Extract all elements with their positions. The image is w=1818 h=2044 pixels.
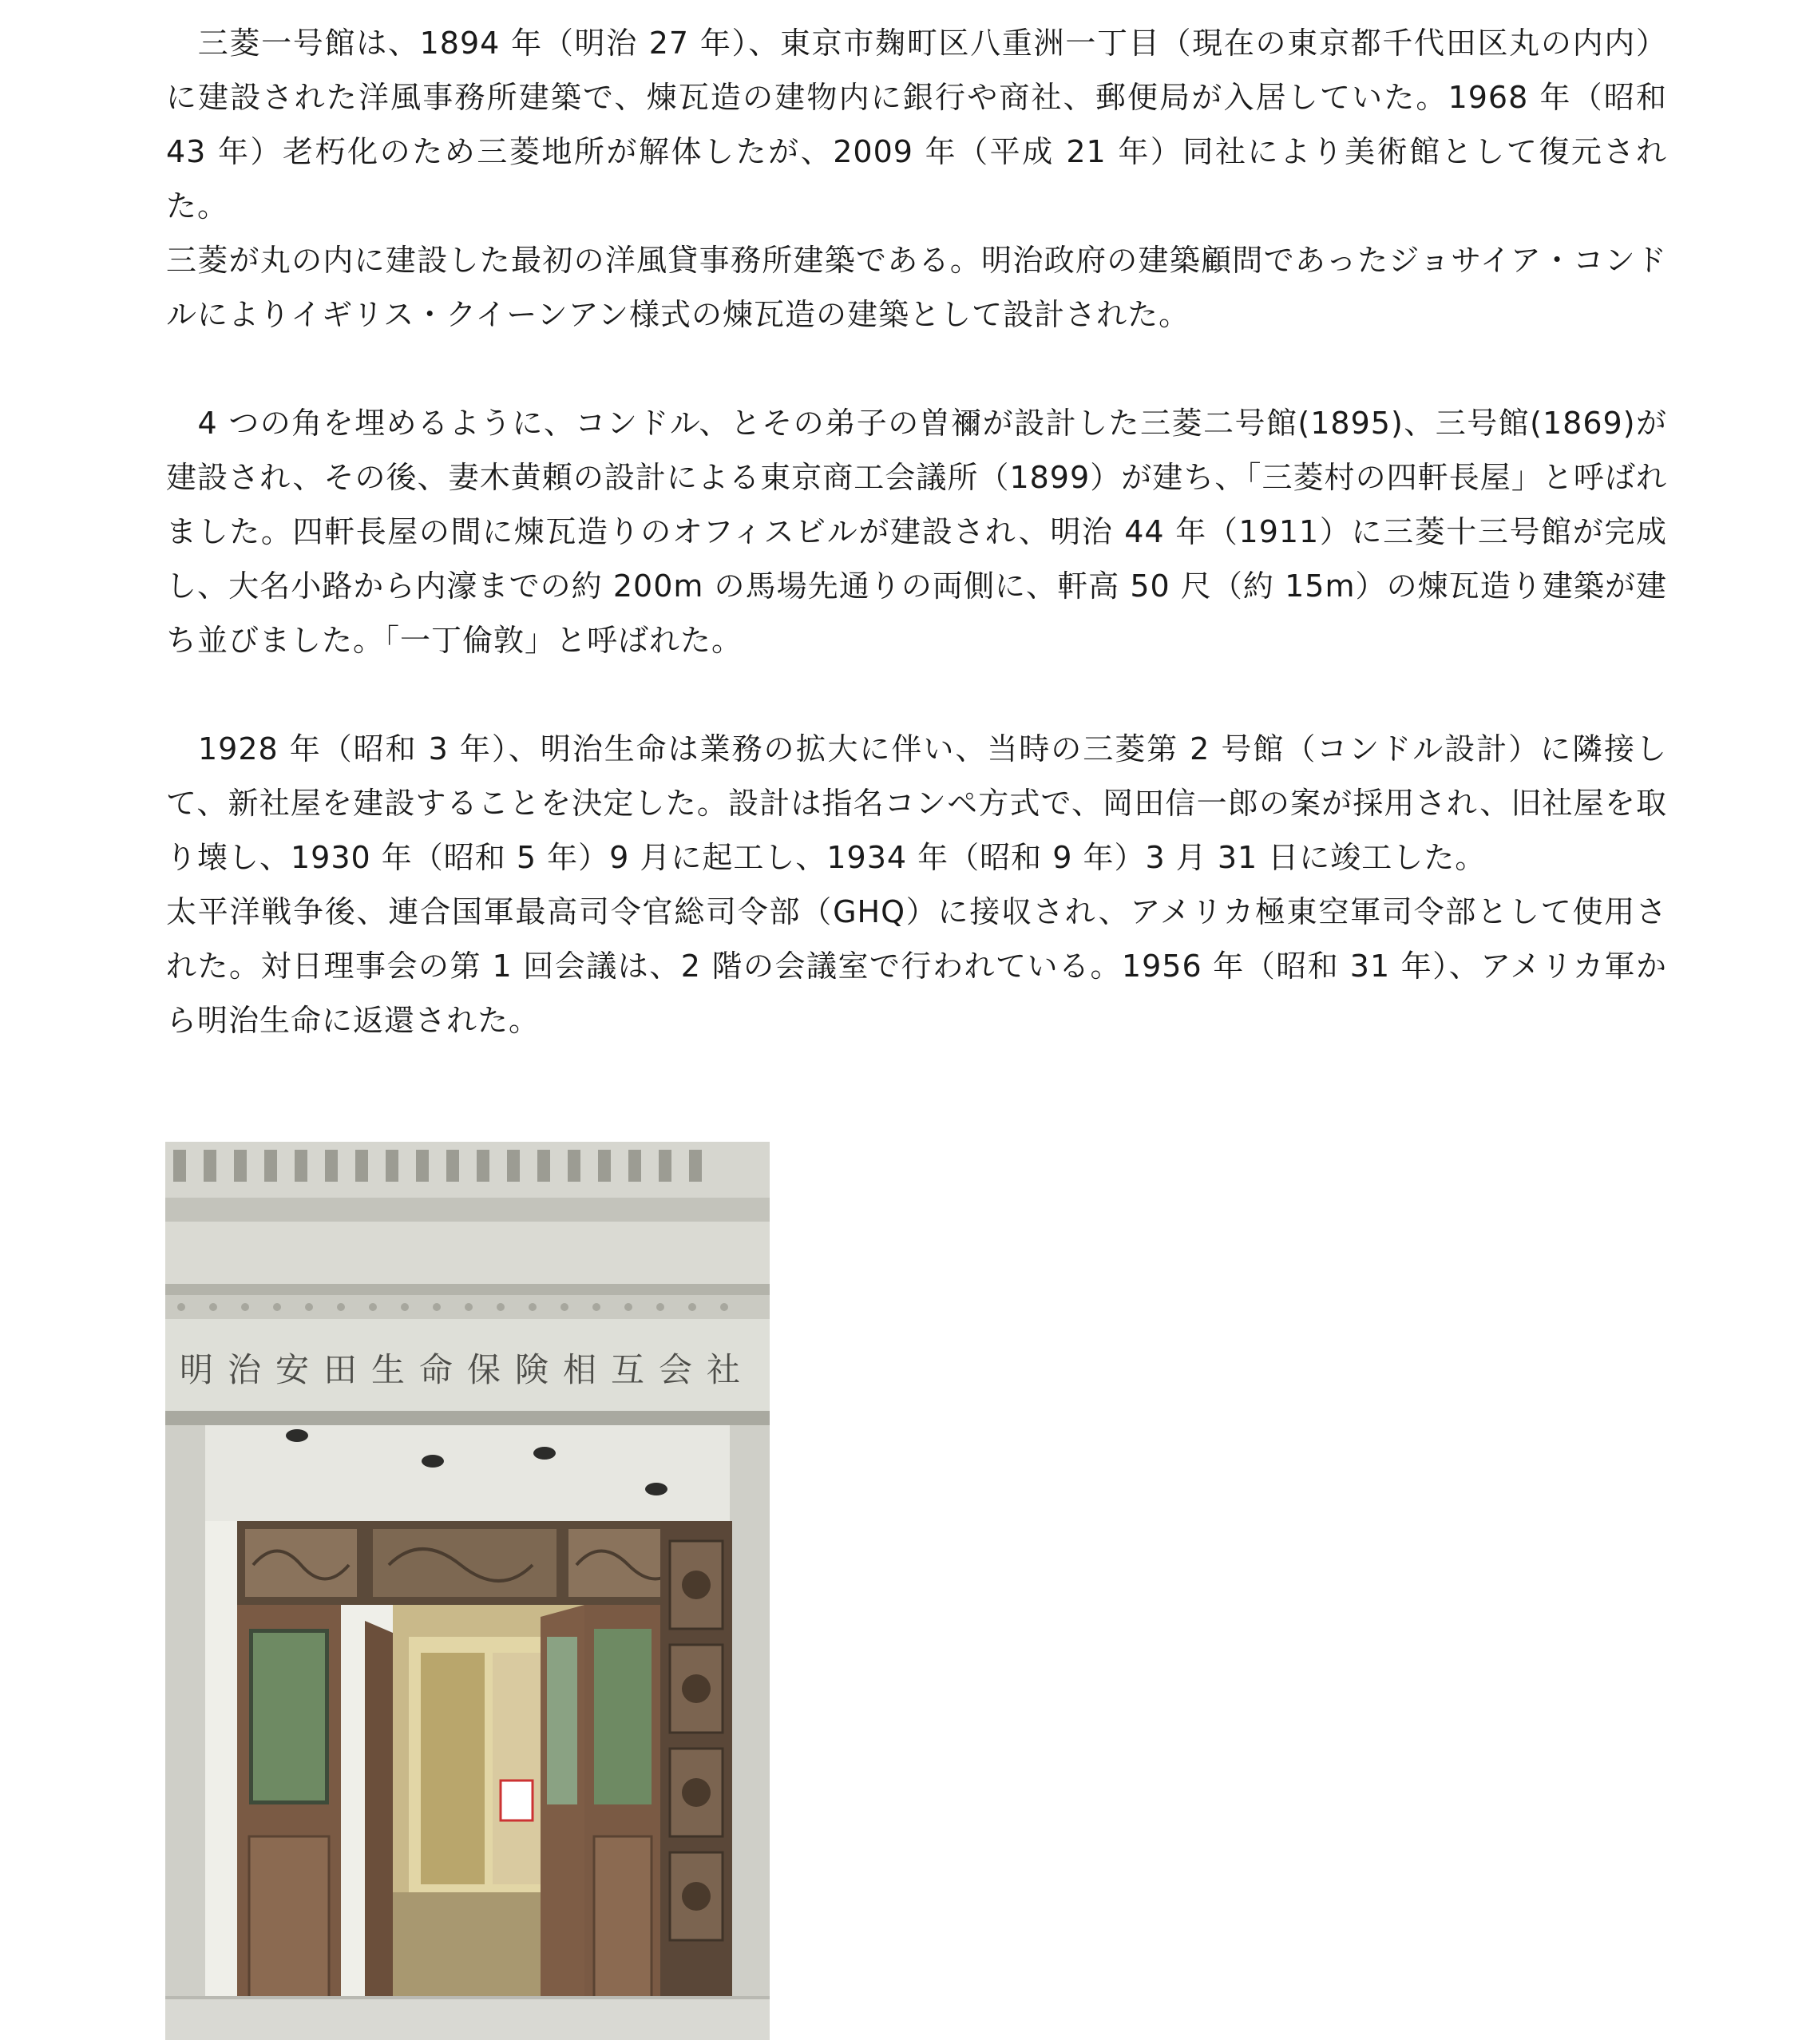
paragraph-line: 4 つの角を埋めるように、コンドル、とその弟子の曽禰が設計した三菱二号館(1895)、三号館(1869)が建設され、その後、妻木黄頼の設計による東京商工会議所（1899）が建ち、「三菱村の四軒長屋」と呼ばれました。四軒長屋の間に煉瓦造りのオフィスビルが建設され、明治 44 年（1911）に三菱十三号館が完成し、大名小路から内濠までの約 200m の馬場先通りの両側に、軒高 50 尺（約 15m）の煉瓦造り建築が建ち並びました。「一丁倫敦」と呼ばれた。: [166, 406, 1667, 658]
paragraph-2: [166, 396, 1667, 667]
paragraph-line: 1928 年（昭和 3 年）、明治生命は業務の拡大に伴い、当時の三菱第 2 号館（コンドル設計）に隣接して、新社屋を建設することを決定した。設計は指名コンペ方式で、岡田信一郎の案が採用され、旧社屋を取り壊し、1930 年（昭和 5 年）9 月に起工し、1934 年（昭和 9 年）3 月 31 日に竣工した。: [166, 731, 1667, 875]
building-entrance-photo: [165, 1142, 770, 2040]
document-body: [166, 16, 1678, 1048]
facade-inscription: 明治安田生命保険相互会社: [179, 1350, 755, 1389]
paragraph-3: [166, 722, 1667, 1048]
paragraph-line: 三菱が丸の内に建設した最初の洋風貸事務所建築である。明治政府の建築顧問であったジョサイア・コンドルによりイギリス・クイーンアン様式の煉瓦造の建築として設計された。: [166, 243, 1667, 332]
paragraph-line: 三菱一号館は、1894 年（明治 27 年）、東京市麹町区八重洲一丁目（現在の東京都千代田区丸の内内）に建設された洋風事務所建築で、煉瓦造の建物内に銀行や商社、郵便局が入居していた。1968 年（昭和 43 年）老朽化のため三菱地所が解体したが、2009 年（平成 21 年）同社により美術館として復元された。: [166, 26, 1678, 224]
paragraph-1: [166, 16, 1678, 342]
paragraph-line: 太平洋戦争後、連合国軍最高司令官総司令部（GHQ）に接収され、アメリカ極東空軍司令部として使用された。対日理事会の第 1 回会議は、2 階の会議室で行われている。1956 年（昭和 31 年）、アメリカ軍から明治生命に返還された。: [166, 894, 1667, 1038]
